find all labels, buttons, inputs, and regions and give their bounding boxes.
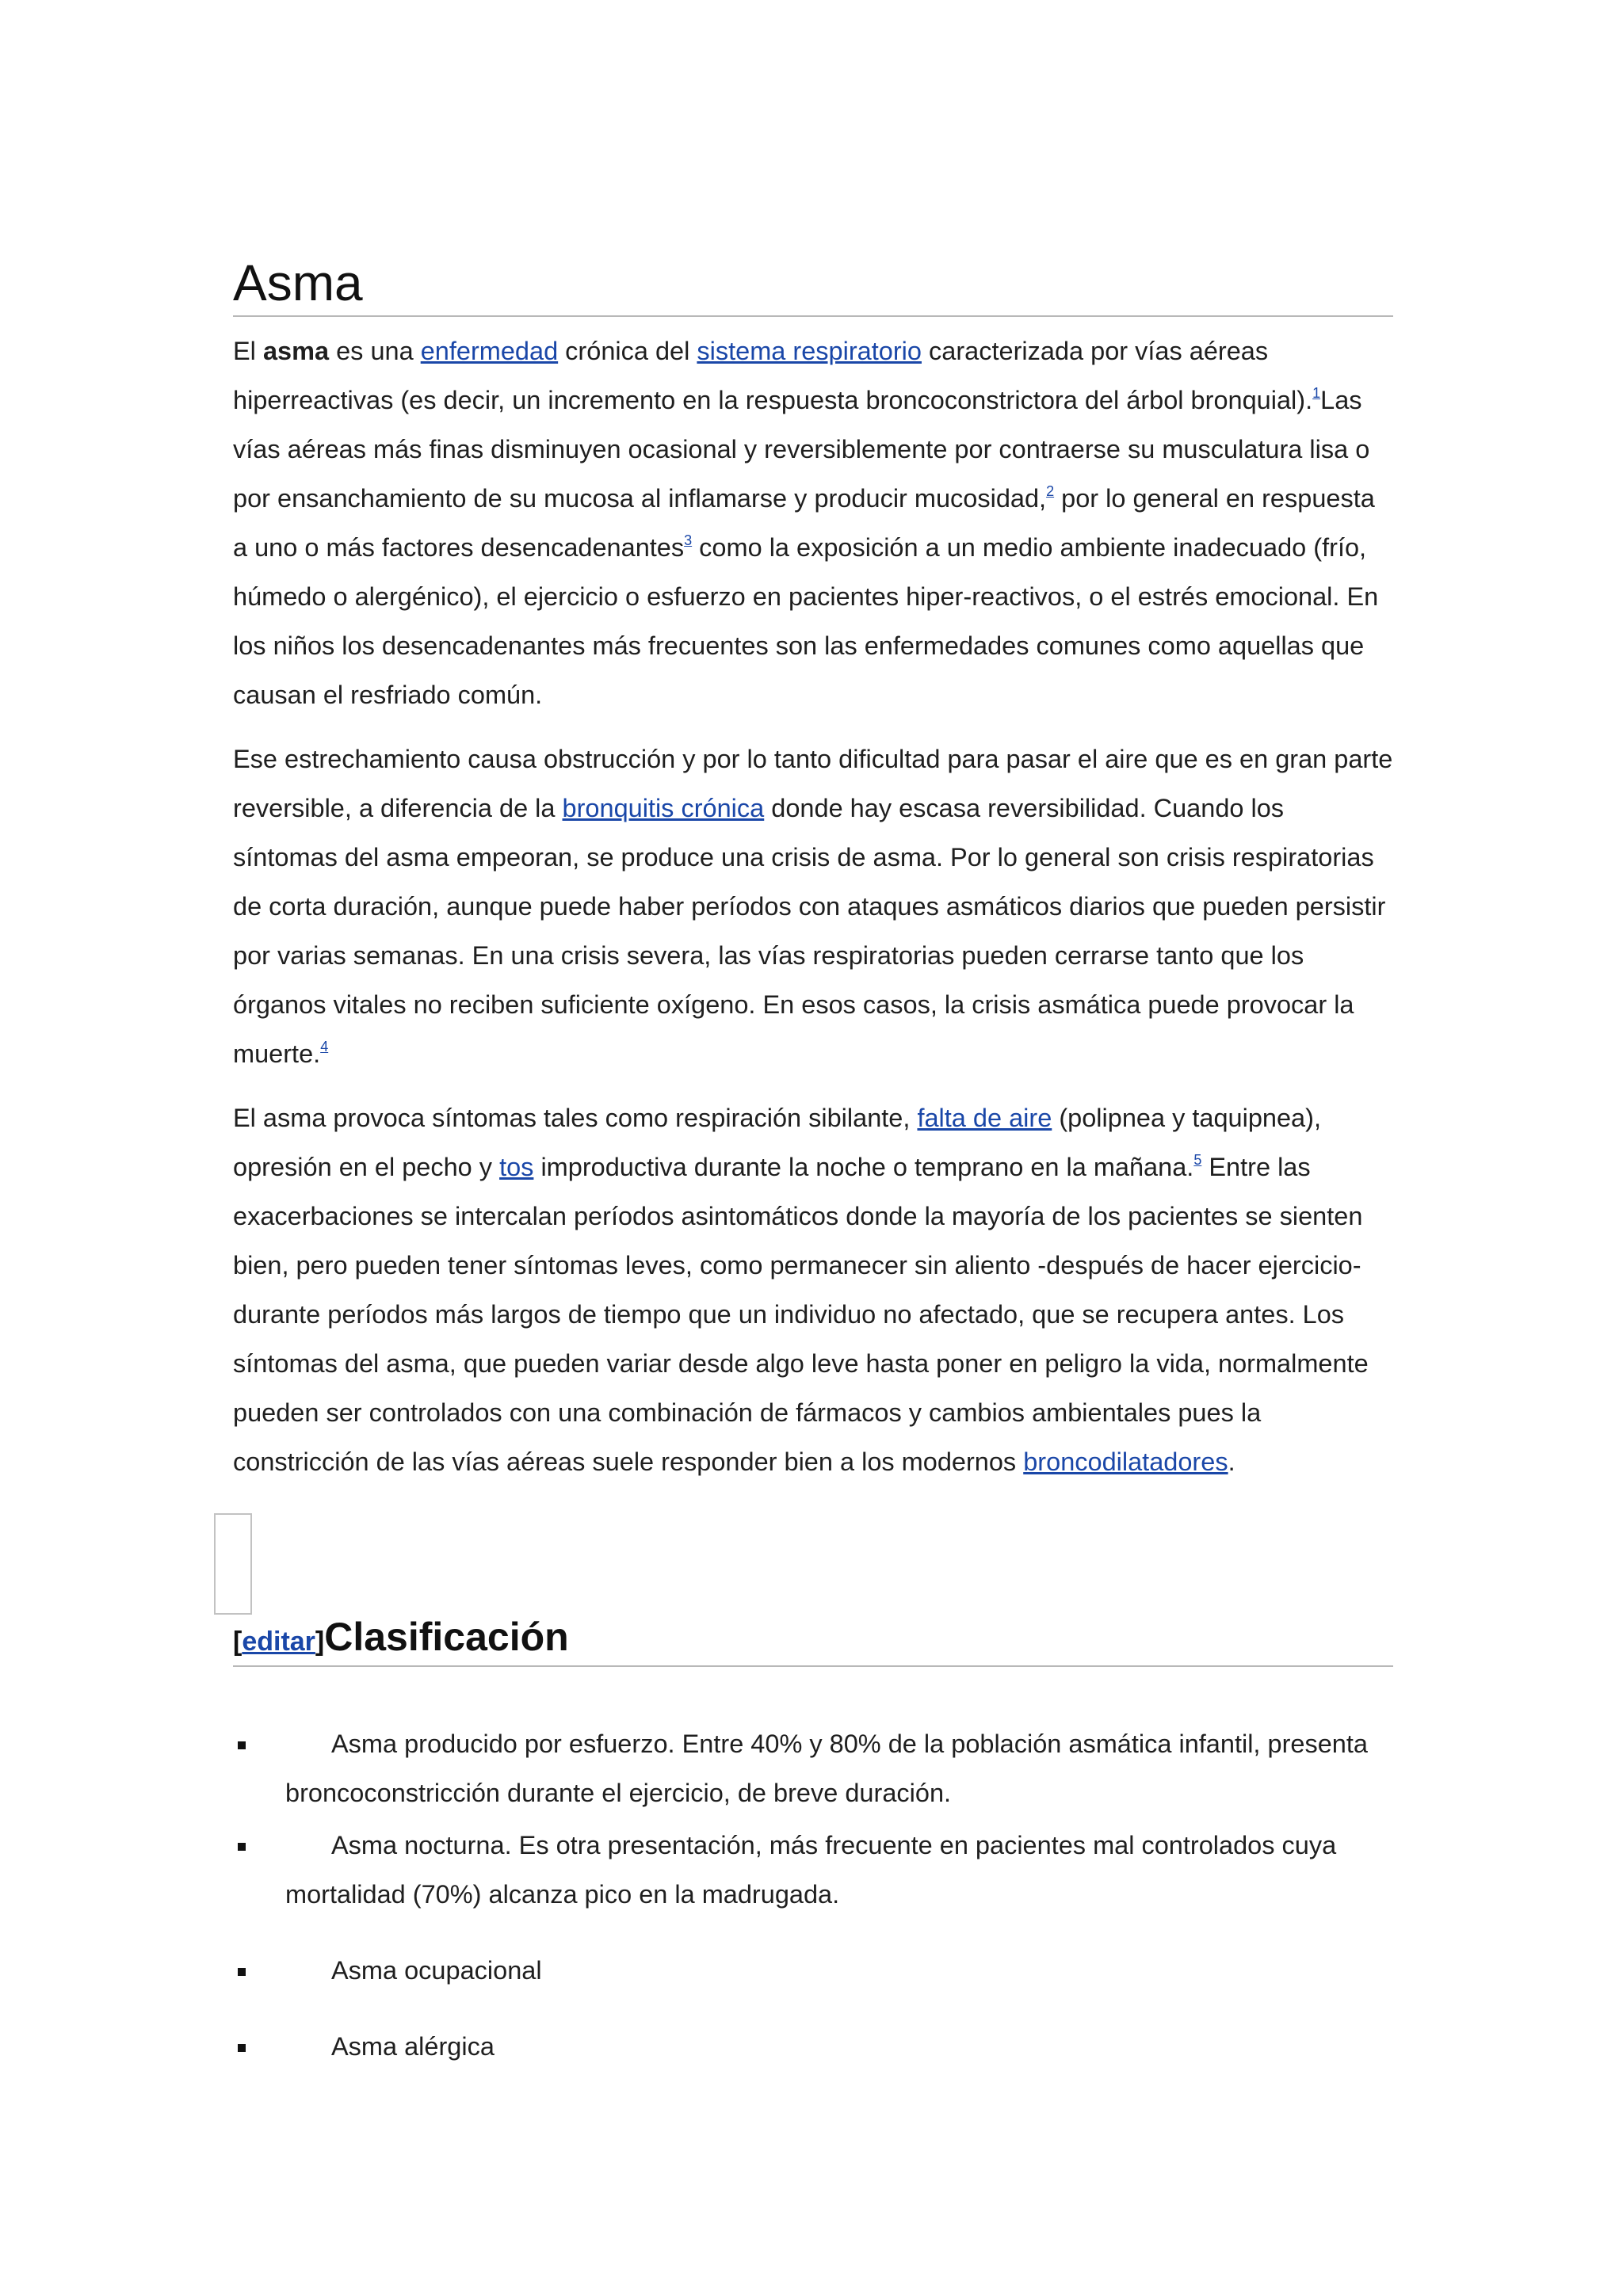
list-item <box>233 1719 1393 1817</box>
bullet-icon <box>238 1968 246 1976</box>
text-run: Ese estrechamiento causa obstrucción y por lo tanto dificultad para pasar el aire que es en gran parte reversible, a diferencia de la <box>233 745 1393 822</box>
bullet-icon <box>238 1741 246 1749</box>
bold-term: asma <box>262 337 330 365</box>
edit-bracket-close: ] <box>315 1627 325 1657</box>
article <box>233 254 1393 1486</box>
text-run: (polipnea y taquipnea), opresión en el pecho y <box>233 1104 1321 1181</box>
reference-link-2[interactable]: 2 <box>1046 483 1055 499</box>
link-tos[interactable]: tos <box>499 1153 534 1181</box>
classification-list <box>233 1719 1393 2071</box>
text-run: Entre las exacerbaciones se intercalan períodos asintomáticos donde la mayoría de los pacientes se sienten bien, pero pueden tener síntomas leves, como permanecer sin aliento -después de hacer ejercicio- durante períodos más largos de tiempo que un individuo no afectado, que se recupera antes. Los síntomas del asma, que pueden variar desde algo leve hasta poner en peligro la vida, normalmente pueden ser controlados con una combinación de fármacos y cambios ambientales pues la constricción de las vías aéreas suele responder bien a los modernos <box>233 1153 1369 1476</box>
intro-paragraph <box>233 326 1393 719</box>
text-run: crónica del <box>558 337 697 365</box>
reference-link-5[interactable]: 5 <box>1193 1152 1202 1168</box>
text-run: caracterizada por vías aéreas hiperreactivas (es decir, un incremento en la respuesta broncoconstrictora del árbol bronquial). <box>233 337 1313 414</box>
third-paragraph <box>233 1093 1393 1486</box>
edit-bracket-open: [ <box>233 1627 242 1657</box>
text-run: . <box>1228 1447 1235 1476</box>
text-run: por lo general en respuesta a uno o más factores desencadenantes <box>233 484 1375 562</box>
list-item-text: Asma ocupacional <box>331 1956 542 1985</box>
list-item-text: Asma producido por esfuerzo. Entre 40% y 80% de la población asmática infantil, presenta broncoconstricción durante el ejercicio, de breve duración. <box>285 1730 1368 1807</box>
bullet-icon <box>238 1843 246 1851</box>
text-run: El asma provoca síntomas tales como respiración sibilante, <box>233 1104 918 1132</box>
link-enfermedad[interactable]: enfermedad <box>420 337 559 365</box>
link-bronquitis-cronica[interactable]: bronquitis crónica <box>562 794 765 822</box>
text-run: improductiva durante la noche o temprano en la mañana. <box>533 1153 1194 1181</box>
text-run: como la exposición a un medio ambiente inadecuado (frío, húmedo o alergénico), el ejercicio o esfuerzo en pacientes hiper-reactivos, o el estrés emocional. En los niños los desencadenantes más frecuentes son las enfermedades comunes como aquellas que causan el resfriado común. <box>233 533 1379 709</box>
list-item <box>233 2022 1393 2071</box>
edit-section-link[interactable]: editar <box>242 1627 315 1657</box>
reference-link-4[interactable]: 4 <box>320 1039 329 1055</box>
text-run: es una <box>329 337 421 365</box>
reference-3 <box>684 532 692 548</box>
reference-link-3[interactable]: 3 <box>684 532 693 548</box>
page-title: Asma <box>233 254 1393 317</box>
reference-4 <box>320 1039 328 1055</box>
list-item <box>233 1946 1393 1995</box>
bullet-icon <box>238 2044 246 2052</box>
reference-2 <box>1046 483 1054 499</box>
link-broncodilatadores[interactable]: broncodilatadores <box>1023 1447 1228 1476</box>
list-item-text: Asma nocturna. Es otra presentación, más frecuente en pacientes mal controlados cuya mortalidad (70%) alcanza pico en la madrugada. <box>285 1831 1337 1909</box>
text-run: El <box>233 337 263 365</box>
section-title: Clasificación <box>324 1615 569 1659</box>
reference-5 <box>1193 1152 1201 1168</box>
text-run: Las vías aéreas más finas disminuyen ocasional y reversiblemente por contraerse su musculatura lisa o por ensanchamiento de su mucosa al inflamarse y producir mucosidad, <box>233 386 1370 513</box>
link-falta-de-aire[interactable]: falta de aire <box>917 1104 1052 1132</box>
link-sistema-respiratorio[interactable]: sistema respiratorio <box>697 337 922 365</box>
text-run: donde hay escasa reversibilidad. Cuando los síntomas del asma empeoran, se produce una crisis de asma. Por lo general son crisis respiratorias de corta duración, aunque puede haber períodos con ataques asmáticos diarios que pueden persistir por varias semanas. En una crisis severa, las vías respiratorias pueden cerrarse tanto que los órganos vitales no reciben suficiente oxígeno. En esos casos, la crisis asmática puede provocar la muerte. <box>233 794 1386 1068</box>
image-placeholder <box>214 1513 252 1615</box>
reference-1 <box>1312 385 1320 401</box>
section-heading-clasificacion <box>233 1611 1393 1667</box>
reference-link-1[interactable]: 1 <box>1312 385 1321 401</box>
second-paragraph <box>233 734 1393 1078</box>
list-item-text: Asma alérgica <box>331 2032 495 2061</box>
list-item <box>233 1821 1393 1919</box>
